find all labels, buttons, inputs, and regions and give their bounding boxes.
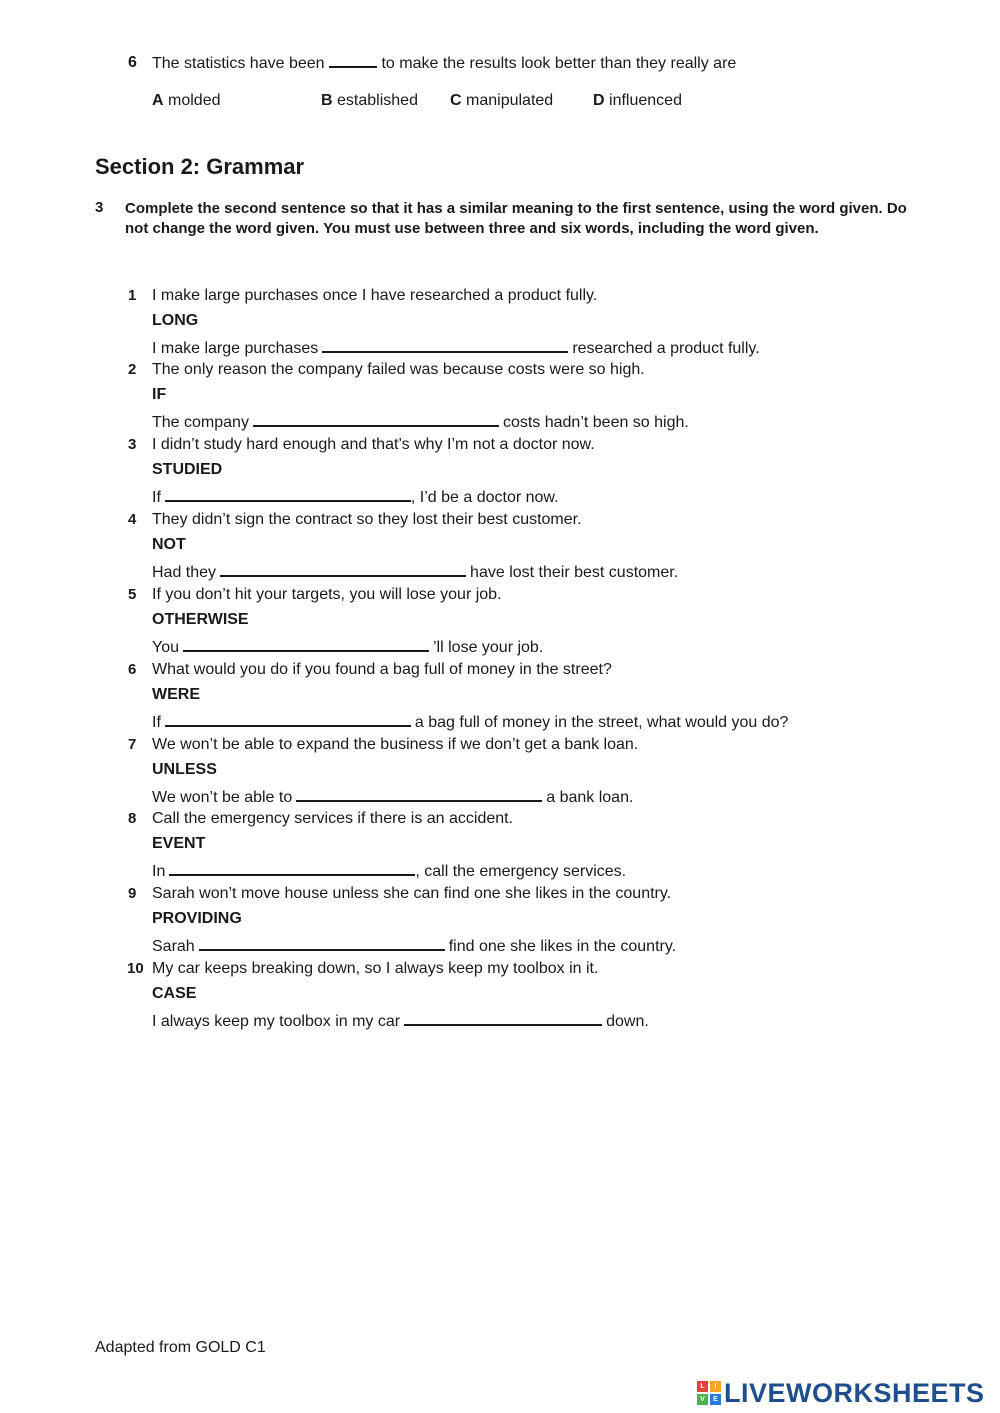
item-number: 4	[128, 511, 137, 528]
top-question-text	[152, 54, 736, 73]
list-item	[0, 511, 1000, 586]
item-keyword: UNLESS	[152, 761, 217, 778]
logo-square: L	[697, 1381, 708, 1392]
item-after: find one she likes in the country.	[448, 938, 677, 955]
answer-blank[interactable]	[165, 711, 411, 727]
item-after: , call the emergency services.	[415, 863, 627, 880]
item-number: 10	[127, 960, 144, 977]
item-sentence: If you don’t hit your targets, you will lose your job.	[152, 586, 502, 603]
option-text: established	[337, 92, 418, 109]
answer-blank[interactable]	[165, 486, 411, 502]
list-item	[0, 361, 1000, 436]
footer-credit: Adapted from GOLD C1	[95, 1339, 266, 1356]
list-item	[0, 960, 1000, 1035]
top-question-number: 6	[128, 54, 137, 71]
item-number: 5	[128, 586, 137, 603]
logo-square: I	[710, 1381, 721, 1392]
item-keyword: EVENT	[152, 835, 206, 852]
option-text: molded	[168, 92, 221, 109]
logo-square: V	[697, 1394, 708, 1405]
option-text: influenced	[609, 92, 682, 109]
item-answer-line	[152, 636, 543, 657]
item-before: If	[152, 489, 161, 506]
item-keyword: PROVIDING	[152, 910, 242, 927]
section-title: Section 2: Grammar	[95, 154, 305, 179]
item-answer-line	[152, 337, 760, 358]
item-number: 3	[128, 436, 137, 453]
item-answer-line	[152, 935, 676, 956]
item-number: 6	[128, 661, 137, 678]
list-item	[0, 736, 1000, 811]
item-keyword: LONG	[152, 312, 199, 329]
item-sentence: I didn’t study hard enough and that’s why I’m not a doctor now.	[152, 436, 595, 453]
item-number: 9	[128, 885, 137, 902]
item-answer-line	[152, 786, 633, 807]
item-answer-line	[152, 711, 788, 732]
item-before: The company	[152, 414, 249, 431]
item-number: 8	[128, 810, 137, 827]
item-before: Sarah	[152, 938, 195, 955]
list-item	[0, 287, 1000, 362]
answer-blank[interactable]	[253, 411, 499, 427]
item-before: We won’t be able to	[152, 789, 293, 806]
task-instructions: Complete the second sentence so that it has a similar meaning to the first sentence, using the word given. Do not change the word given. You must use between three and six words, including the word given.	[125, 200, 907, 237]
item-before: In	[152, 863, 166, 880]
item-before: I always keep my toolbox in my car	[152, 1013, 401, 1030]
answer-blank[interactable]	[220, 561, 466, 577]
answer-blank[interactable]	[322, 337, 568, 353]
item-after: a bank loan.	[546, 789, 634, 806]
item-after: down.	[606, 1013, 649, 1030]
option-letter: B	[321, 92, 333, 109]
item-before: You	[152, 639, 179, 656]
item-number: 2	[128, 361, 137, 378]
item-before: If	[152, 714, 161, 731]
option-letter: D	[593, 92, 605, 109]
answer-blank[interactable]	[169, 860, 415, 876]
item-after: have lost their best customer.	[470, 564, 679, 581]
option-b[interactable]	[321, 92, 418, 110]
item-sentence: What would you do if you found a bag full of money in the street?	[152, 661, 612, 678]
item-sentence: The only reason the company failed was because costs were so high.	[152, 361, 645, 378]
item-answer-line	[152, 860, 626, 881]
item-answer-line	[152, 486, 559, 507]
item-sentence: Sarah won’t move house unless she can find one she likes in the country.	[152, 885, 672, 902]
option-c[interactable]	[450, 92, 553, 110]
option-text: manipulated	[466, 92, 554, 109]
item-after: ’ll lose your job.	[433, 639, 544, 656]
list-item	[0, 885, 1000, 960]
item-keyword: NOT	[152, 536, 186, 553]
liveworksheets-logo	[697, 1377, 985, 1409]
item-after: a bag full of money in the street, what would you do?	[414, 714, 789, 731]
answer-blank[interactable]	[199, 935, 445, 951]
item-after: , I’d be a doctor now.	[410, 489, 559, 506]
top-question-after: to make the results look better than they really are	[381, 55, 737, 72]
item-number: 1	[128, 287, 137, 304]
list-item	[0, 661, 1000, 736]
logo-square: E	[710, 1394, 721, 1405]
item-before: I make large purchases	[152, 340, 319, 357]
item-answer-line	[152, 1010, 649, 1031]
item-number: 7	[128, 736, 137, 753]
item-sentence: They didn’t sign the contract so they lost their best customer.	[152, 511, 582, 528]
option-d[interactable]	[593, 92, 682, 110]
task-number: 3	[95, 199, 104, 216]
item-answer-line	[152, 411, 689, 432]
item-after: costs hadn’t been so high.	[502, 414, 689, 431]
logo-text: LIVEWORKSHEETS	[724, 1377, 985, 1408]
item-after: researched a product fully.	[572, 340, 760, 357]
item-keyword: OTHERWISE	[152, 611, 249, 628]
list-item	[0, 586, 1000, 661]
item-before: Had they	[152, 564, 217, 581]
top-question-before: The statistics have been	[152, 55, 325, 72]
item-sentence: We won’t be able to expand the business if we don’t get a bank loan.	[152, 736, 639, 753]
item-sentence: Call the emergency services if there is an accident.	[152, 810, 514, 827]
item-keyword: STUDIED	[152, 461, 223, 478]
top-question-gap[interactable]	[329, 54, 377, 68]
item-sentence: My car keeps breaking down, so I always keep my toolbox in it.	[152, 960, 599, 977]
option-a[interactable]	[152, 92, 221, 110]
item-sentence: I make large purchases once I have researched a product fully.	[152, 287, 598, 304]
answer-blank[interactable]	[404, 1010, 602, 1026]
item-answer-line	[152, 561, 678, 582]
item-keyword: WERE	[152, 686, 200, 703]
item-keyword: IF	[152, 386, 167, 403]
list-item	[0, 810, 1000, 885]
list-item	[0, 436, 1000, 511]
option-letter: C	[450, 92, 462, 109]
item-keyword: CASE	[152, 985, 197, 1002]
logo-squares-icon	[697, 1381, 721, 1405]
answer-blank[interactable]	[183, 636, 429, 652]
option-letter: A	[152, 92, 164, 109]
answer-blank[interactable]	[296, 786, 542, 802]
